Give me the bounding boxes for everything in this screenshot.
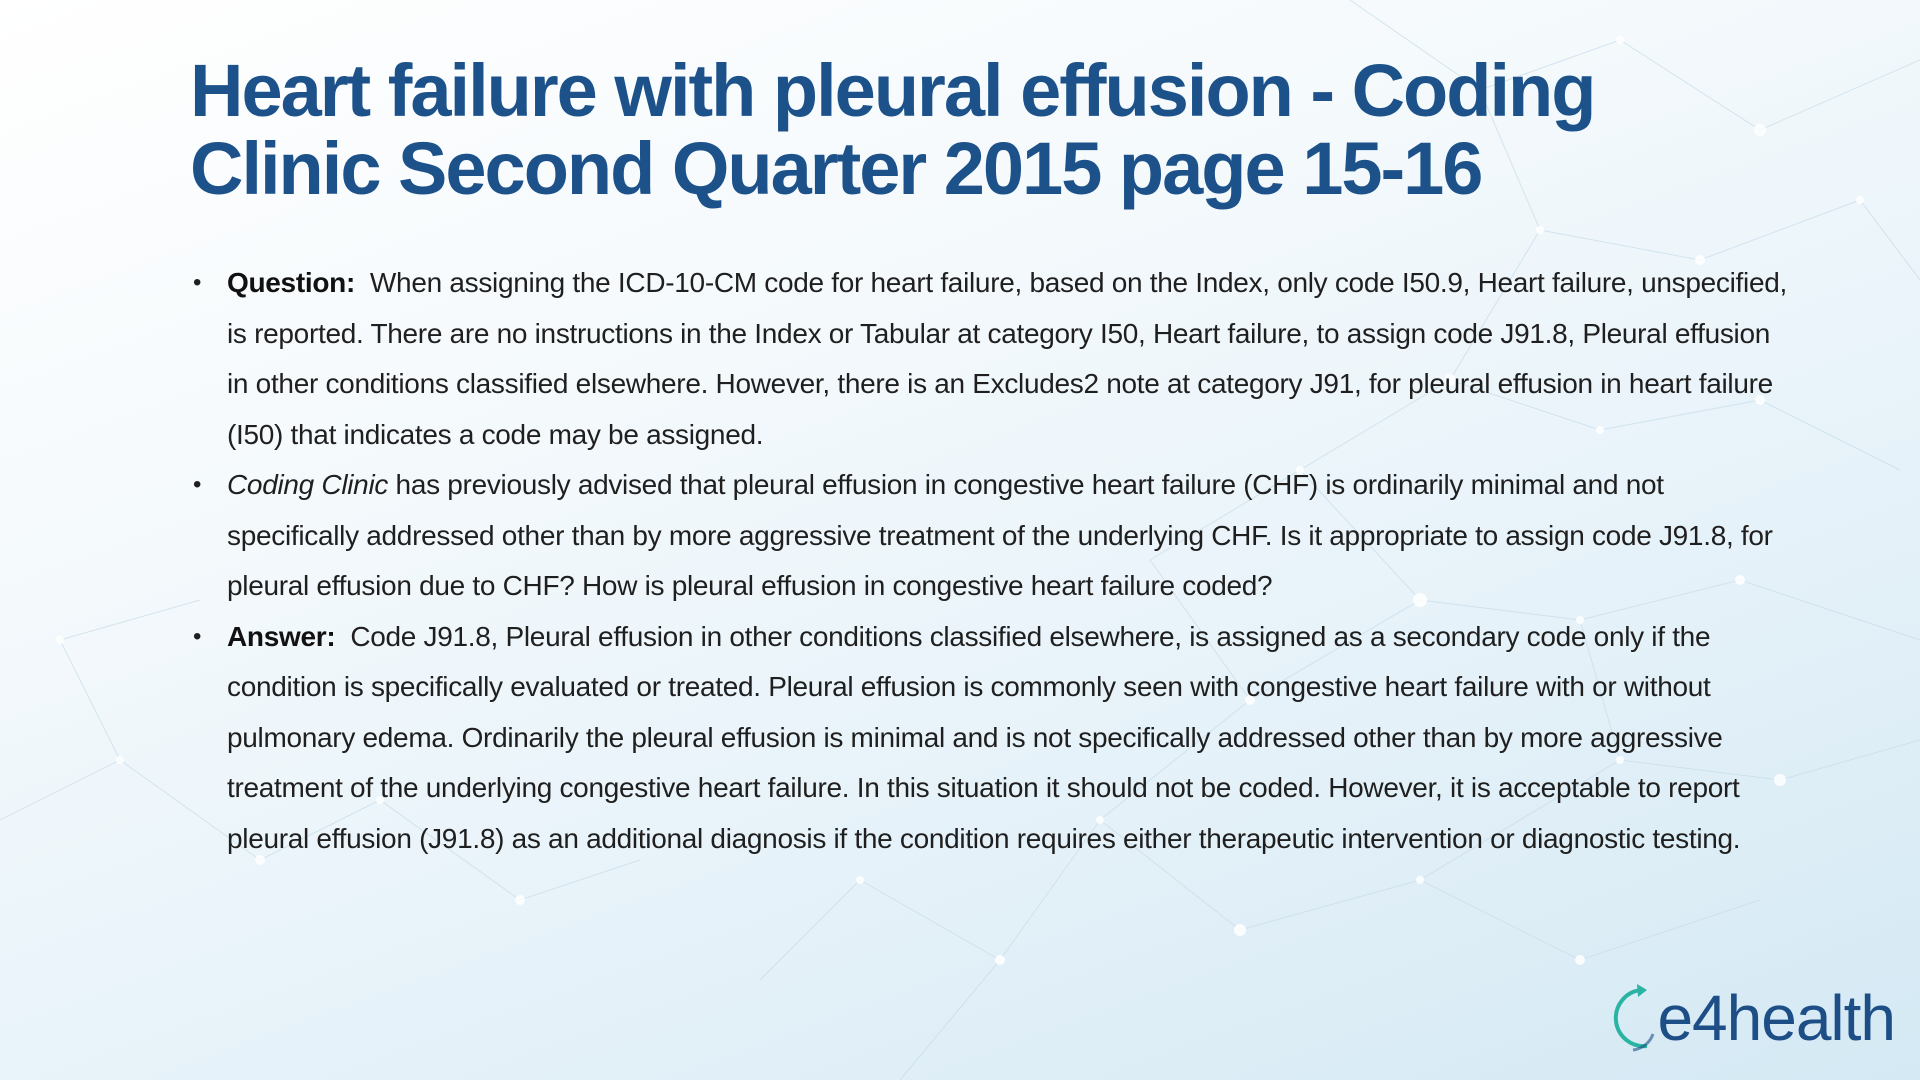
e4health-circular-arrow-logo-icon (1603, 980, 1663, 1056)
slide-title: Heart failure with pleural effusion - Coding Clinic Second Quarter 2015 page 15-16 (190, 49, 1595, 210)
bullet-answer (190, 612, 1790, 865)
question-text: When assigning the ICD-10-CM code for heart failure, based on the Index, only code I50.9, Heart failure, unspecified, is reported. There are no instructions in the Index or Tabular at category I50, Heart failure, to assign code J91.8, Pleural effusion in other conditions classified elsewhere. However, there is an Excludes2 note at category J91, for pleural effusion in heart failure (I50) that indicates a code may be assigned. (227, 267, 1795, 450)
coding-clinic-text: has previously advised that pleural effusion in congestive heart failure (CHF) is ordinarily minimal and not specifically addressed other than by more aggressive treatment of the underlying CHF. Is it appropriate to assign code J91.8, for pleural effusion due to CHF? How is pleural effusion in congestive heart failure coded? (227, 469, 1773, 601)
e4health-logo (1603, 978, 1895, 1058)
bullet-list (190, 258, 1795, 864)
bullet-marker: • (192, 471, 202, 498)
bullet-question (190, 258, 1795, 460)
question-label: Question: (227, 267, 355, 298)
logo-wordmark: e4health (1657, 982, 1895, 1054)
bullet-coding-clinic (190, 460, 1790, 612)
bullet-marker: • (192, 622, 202, 650)
bullet-marker: • (192, 269, 202, 296)
answer-label: Answer: (227, 620, 336, 652)
coding-clinic-label: Coding Clinic (227, 469, 389, 500)
answer-text: Code J91.8, Pleural effusion in other conditions classified elsewhere, is assigned as a secondary code only if the condition is specifically evaluated or treated. Pleural effusion is commonly seen with congestive heart failure with or without pulmonary edema. Ordinarily the pleural effusion is minimal and is not specifically addressed other than by more aggressive treatment of the underlying congestive heart failure. In this situation it should not be coded. However, it is acceptable to report pleural effusion (J91.8) as an additional diagnosis if the condition requires either therapeutic intervention or diagnostic testing. (227, 620, 1747, 854)
